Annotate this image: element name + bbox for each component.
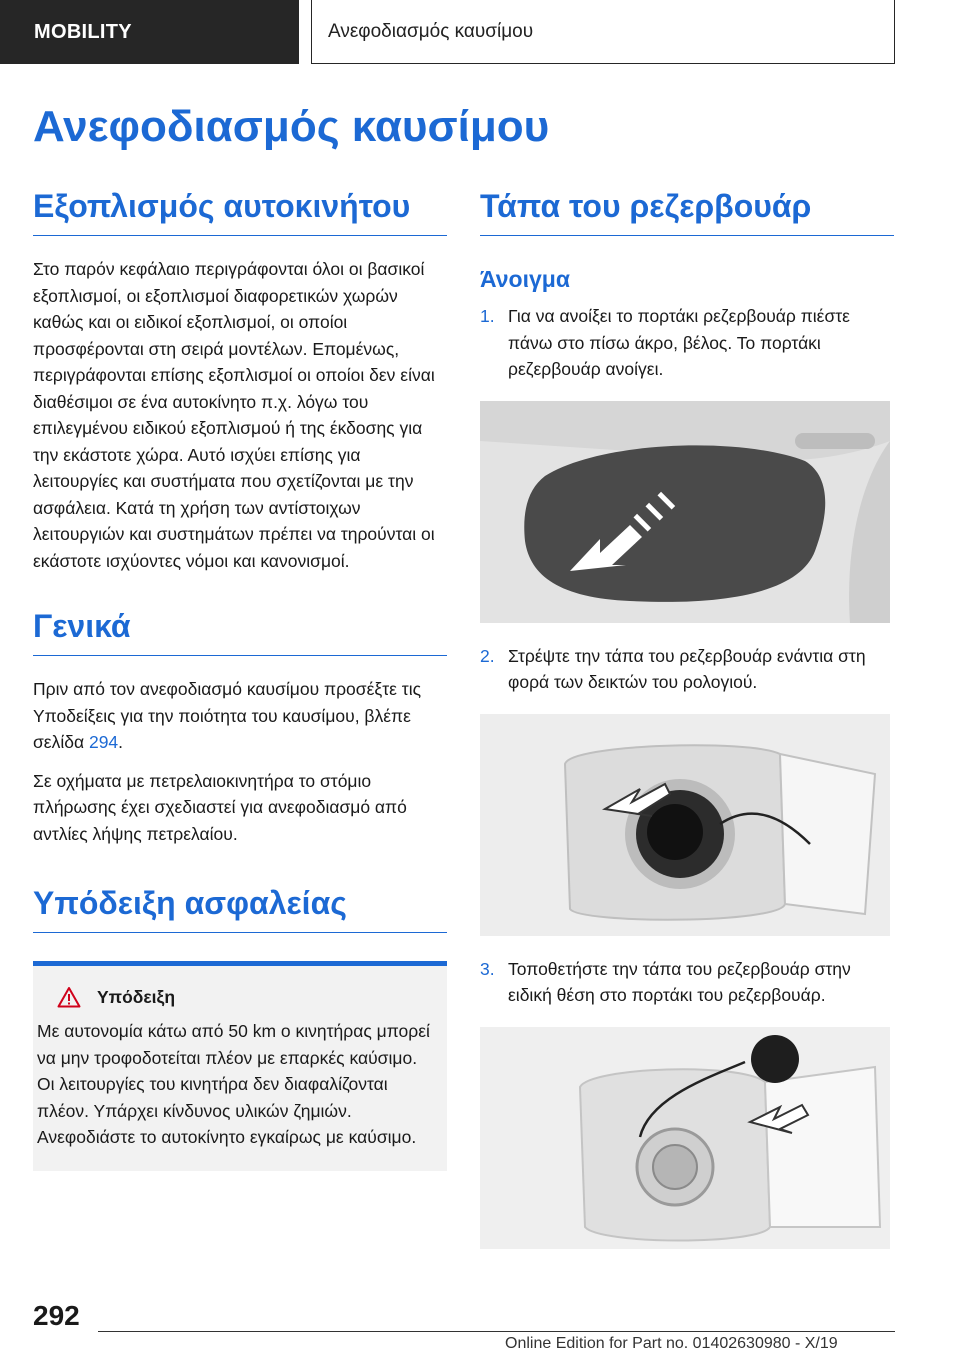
header-section-label: MOBILITY [34,20,132,43]
step-item [480,303,894,383]
fuel-cap-holder-photo [480,1027,890,1249]
page-reference-link[interactable]: 294 [88,732,119,752]
edition-note: Online Edition for Part no. 01402630980 - X/19 [505,1335,838,1352]
fuel-flap-closed-photo [480,401,890,623]
general-text-before-link: Πριν από τον ανεφοδιασμό καυσίμου προσέξτε τις Υποδείξεις για την ποιότητα του καυσίμου, βλέπε σελίδα [33,679,422,752]
fuel-cap-turn-photo [480,714,890,936]
step-number: 3. [480,958,495,979]
left-column [33,188,447,1171]
page-title: Ανεφοδιασμός καυσίμου [33,102,550,151]
warning-triangle-icon [57,986,81,1008]
general-heading: Γενικά [33,608,447,656]
safety-heading: Υπόδειξη ασφαλείας [33,885,447,933]
opening-heading: Άνοιγμα [480,266,570,292]
step-text: Τοποθετήστε την τάπα του ρεζερβουάρ στην ειδική θέση στο πορτάκι του ρεζερβουάρ. [508,958,851,1005]
warning-text: Με αυτονομία κάτω από 50 km ο κινητήρας μπορεί να μην τροφοδοτείται πλέον με επαρκές καύσιμο. Οι λειτουργίες του κινητήρα δεν διαφαλίζονται πλέον. Υπάρχει κίνδυνος υλικών ζημιών. Ανεφοδιάστε το αυτοκίνητο εγκαίρως με καύσιμο. [37,1021,430,1147]
general-text [33,676,447,756]
warning-box [33,961,447,1171]
step-number: 2. [480,645,495,666]
step-text: Για να ανοίξει το πορτάκι ρεζερβουάρ πιέστε πάνω στο πίσω άκρο, βέλος. Το πορτάκι ρεζερβουάρ ανοίγει. [508,306,850,379]
fuel-cap-heading: Τάπα του ρεζερβουάρ [480,188,894,236]
step-number: 1. [480,306,495,326]
breadcrumb-label: Ανεφοδιασμός καυσίμου [328,20,534,42]
step-text: Στρέψτε την τάπα του ρεζερβουάρ ενάντια στη φορά των δεικτών του ρολογιού. [508,645,866,692]
equipment-heading: Εξοπλισμός αυτοκινήτου [33,188,447,236]
step-item [480,956,894,1009]
footer-divider [98,1331,895,1332]
general-text-diesel: Σε οχήματα με πετρελαιοκινητήρα το στόμιο πλήρωσης έχει σχεδιαστεί για ανεφοδιασμό από αντλίες λήψης πετρελαίου. [33,770,407,844]
header-section-tab [0,0,299,64]
equipment-text: Στο παρόν κεφάλαιο περιγράφονται όλοι οι βασικοί εξοπλισμοί, οι εξοπλισμοί διαφορετικών χωρών καθώς και οι ειδικοί εξοπλισμοί, οι οποίοι προσφέρονται στη σειρά μοντέλων. Επομένως, περιγράφονται επίσης εξοπλισμοί οι οποίοι δεν είναι διαθέσιμοι σε ένα αυτοκίνητο π.χ. λόγω του επιλεγμένου ειδικού εξοπλισμού ή της έκδοσης για την εκάστοτε χώρα. Αυτό ισχύει επίσης για λειτουργίες και συστήματα που σχετίζονται με την ασφάλεια. Κατά τη χρήση των αντίστοιχων λειτουργιών και συστημάτων πρέπει να τηρούνται οι εκάστοτε ισχύοντες νόμοι και κανονισμοί. [33,259,435,571]
general-text-after-link: . [118,732,124,752]
step-item [480,643,894,696]
page-number: 292 [33,1300,80,1331]
warning-title: Υπόδειξη [97,986,176,1007]
right-column [480,188,894,1269]
breadcrumb [311,0,895,64]
warning-header [35,986,433,1008]
